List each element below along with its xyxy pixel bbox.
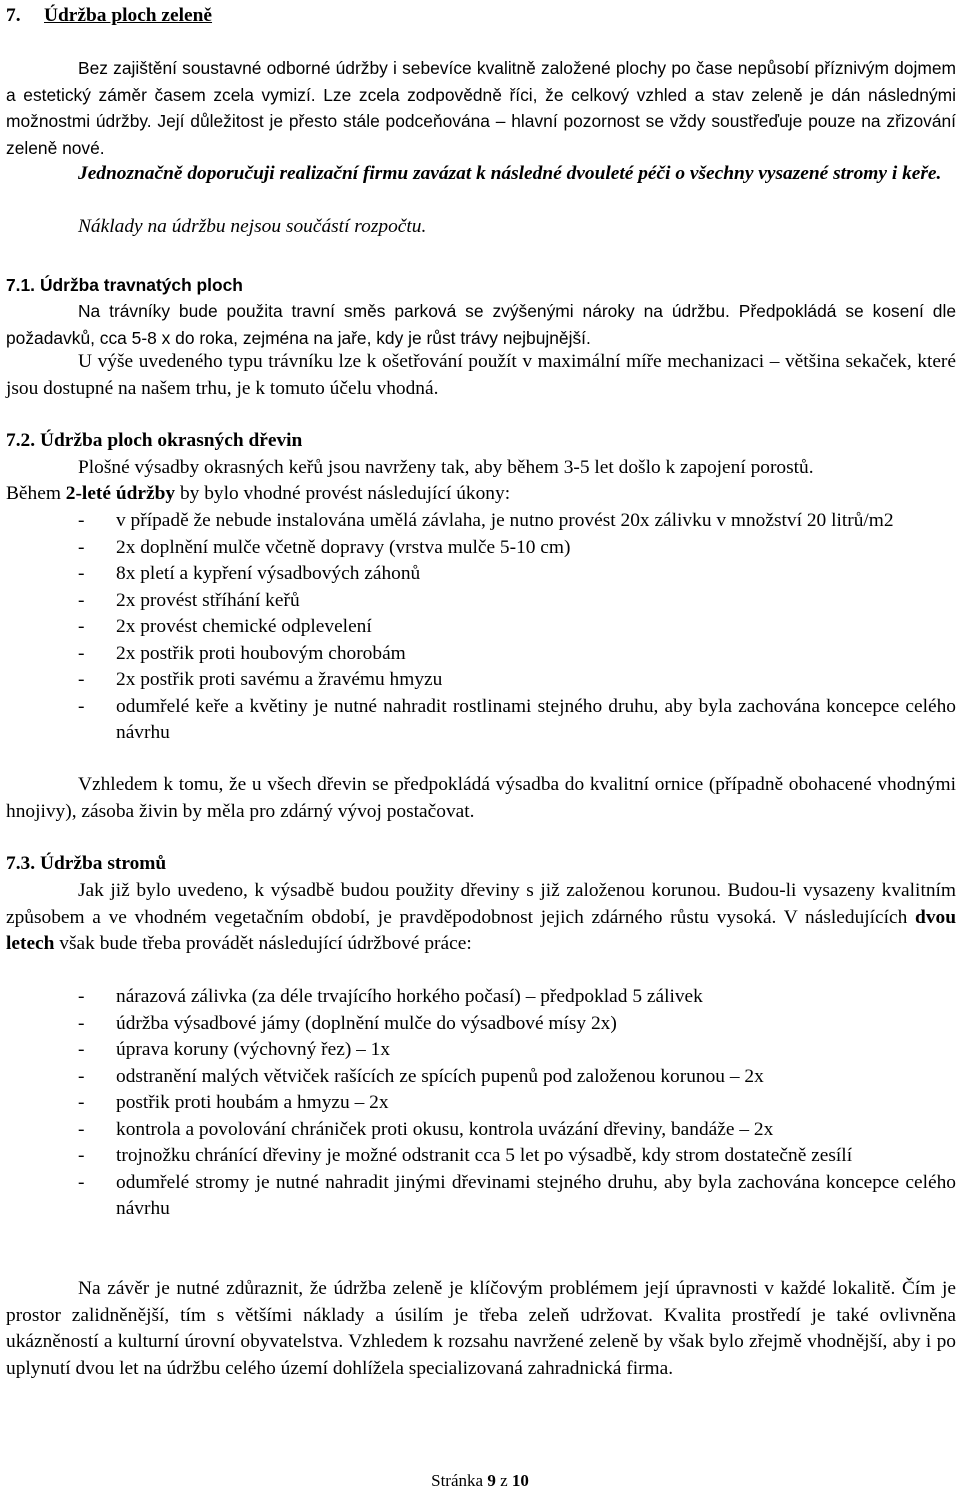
section-7-intro: Bez zajištění soustavné odborné údržby i sebevíce kvalitně založené plochy po čase nepůsobí příznivým dojmem a estetický záměr časem zcela vymizí. Lze zcela zodpovědně říci, že celkový vzhled a stav zeleně je dán následnými možnostmi údržby. Její důležitost je přesto stále podceňována – hlavní pozornost se vždy soustřeďuje pouze na zřizování zeleně nové.	[6, 58, 956, 158]
section-7-3-heading	[6, 851, 956, 878]
section-number: 7.3.	[6, 853, 36, 874]
list-item-text: údržba výsadbové jámy (doplnění mulče do výsadbové mísy 2x)	[116, 1012, 617, 1034]
text-run: Jak již bylo uvedeno, k výsadbě budou použity dřeviny s již založenou korunou. Budou-li vysazeny kvalitním způsobem a ve vhodném vegetačním období, je pravděpodobnost jejich zdárného růstu vysoká. V následujících	[6, 880, 956, 928]
list-item	[6, 1011, 956, 1038]
maintenance-recommendation: Jednoznačně doporučuji realizační firmu zavázat k následné dvouleté péči o všechny vysazené stromy i keře.	[78, 163, 942, 184]
maintenance-period: dvou letech	[6, 906, 956, 954]
section-7-heading	[6, 3, 956, 30]
list-dash: -	[78, 1065, 85, 1087]
shrub-tasks-list	[6, 508, 956, 747]
list-item-text: trojnožku chránící dřeviny je možné odstranit cca 5 let po výsadbě, kdy strom dostatečně zesílí	[116, 1145, 853, 1166]
maintenance-period: 2-leté údržby	[65, 483, 176, 504]
section-number: 7.1.	[6, 275, 36, 295]
text-run: Během	[6, 483, 66, 504]
section-title: Údržba ploch zeleně	[44, 5, 213, 26]
list-dash: -	[78, 1118, 85, 1140]
list-dash: -	[78, 669, 85, 690]
list-item	[6, 508, 956, 535]
list-item	[6, 694, 956, 747]
list-dash: -	[78, 1171, 85, 1193]
shrubs-paragraph-1: Plošné výsadby okrasných keřů jsou navrženy tak, aby během 3-5 let došlo k zapojení porostů.	[78, 457, 814, 478]
lawn-paragraph-2: U výše uvedeného typu trávníku lze k ošetřování použít v maximální míře mechanizaci – většina sekaček, které jsou dostupné na našem trhu, je k tomuto účelu vhodná.	[6, 351, 956, 399]
conclusion-paragraph: Na závěr je nutné zdůraznit, že údržba zeleně je klíčovým problémem její úpravnosti v každé lokalitě. Čím je prostor zalidněnější, tím s většími náklady a úsilím je třeba zeleň udržovat. Kvalita prostředí je také ovlivněna ukázněností a kulturní úrovní obyvatelstva. Vzhledem k rozsahu navržené zeleně by však bylo zřejmě vhodnější, aby i po uplynutí dvou let na údržbu celého území dohlížela specializovaná zahradnická firma.	[6, 1278, 956, 1379]
list-item-text: 2x postřik proti savému a žravému hmyzu	[116, 669, 443, 690]
list-dash: -	[78, 695, 85, 717]
list-item-text: odumřelé keře a květiny je nutné nahradit rostlinami stejného druhu, aby byla zachována koncepce celého návrhu	[116, 695, 956, 743]
section-title: Údržba stromů	[40, 853, 167, 874]
list-dash: -	[78, 1145, 85, 1166]
list-item-text: 2x provést stříhání keřů	[116, 589, 300, 611]
list-item-text: v případě že nebude instalována umělá závlaha, je nutno provést 20x zálivku v množství 20 litrů/m2	[116, 510, 894, 531]
list-item	[6, 1037, 956, 1064]
section-title: Údržba travnatých ploch	[40, 275, 243, 295]
section-number: 7.	[6, 5, 21, 26]
list-item	[6, 1170, 956, 1223]
current-page-number: 9	[487, 1471, 496, 1490]
tree-tasks-list	[6, 984, 956, 1223]
list-item-text: odstranění malých větviček rašících ze spících pupenů pod založenou korunou – 2x	[116, 1065, 764, 1087]
list-dash: -	[78, 536, 85, 558]
list-dash: -	[78, 563, 85, 584]
list-item-text: kontrola a povolování chrániček proti okusu, kontrola uvázání dřeviny, bandáže – 2x	[116, 1118, 774, 1140]
list-item-text: postřik proti houbám a hmyzu – 2x	[116, 1092, 389, 1113]
list-item-text: 2x postřik proti houbovým chorobám	[116, 642, 406, 664]
list-item	[6, 984, 956, 1011]
lawn-paragraph-1: Na trávníky bude použita travní směs parková se zvýšenými nároky na údržbu. Předpokládá se kosení dle požadavků, cca 5-8 x do roka, zejména na jaře, kdy je růst trávy nejbujnější.	[6, 301, 956, 348]
list-item	[6, 561, 956, 588]
list-item	[6, 535, 956, 562]
total-pages-number: 10	[511, 1471, 529, 1490]
section-title: Údržba ploch okrasných dřevin	[40, 430, 303, 451]
list-dash: -	[78, 589, 85, 611]
section-number: 7.2.	[6, 430, 36, 451]
list-dash: -	[78, 1039, 85, 1060]
page-footer	[0, 1470, 960, 1492]
list-dash: -	[78, 642, 85, 664]
list-item-text: 2x provést chemické odplevelení	[116, 616, 372, 637]
list-item	[6, 588, 956, 615]
list-item	[6, 614, 956, 641]
section-7-2-heading	[6, 428, 956, 455]
list-dash: -	[78, 1092, 85, 1113]
list-item	[6, 1064, 956, 1091]
shrubs-closing-paragraph: Vzhledem k tomu, že u všech dřevin se předpokládá výsadba do kvalitní ornice (případně obohacené vhodnými hnojivy), zásoba živin by měla pro zdárný vývoj postačovat.	[6, 774, 956, 822]
section-7-1-heading	[6, 272, 956, 299]
cost-note: Náklady na údržbu nejsou součástí rozpočtu.	[78, 216, 427, 237]
list-item-text: nárazová zálivka (za déle trvajícího horkého počasí) – předpoklad 5 zálivek	[116, 986, 703, 1007]
shrubs-paragraph-2	[6, 481, 956, 508]
list-item	[6, 641, 956, 668]
list-dash: -	[78, 1012, 85, 1034]
list-item	[6, 667, 956, 694]
list-item	[6, 1143, 956, 1170]
list-item-text: úprava koruny (výchovný řez) – 1x	[116, 1039, 391, 1060]
list-dash: -	[78, 510, 85, 531]
list-item-text: 2x doplnění mulče včetně dopravy (vrstva mulče 5-10 cm)	[116, 536, 571, 558]
footer-text: Stránka	[431, 1471, 488, 1490]
footer-text: z	[495, 1471, 512, 1490]
list-item	[6, 1117, 956, 1144]
list-item-text: 8x pletí a kypření výsadbových záhonů	[116, 563, 421, 584]
text-run: by bylo vhodné provést následující úkony:	[175, 483, 511, 504]
list-item	[6, 1090, 956, 1117]
list-dash: -	[78, 986, 85, 1007]
list-dash: -	[78, 616, 85, 637]
list-item-text: odumřelé stromy je nutné nahradit jinými dřevinami stejného druhu, aby byla zachována koncepce celého návrhu	[116, 1171, 956, 1219]
trees-paragraph	[6, 878, 956, 958]
text-run: však bude třeba provádět následující údržbové práce:	[54, 933, 472, 954]
